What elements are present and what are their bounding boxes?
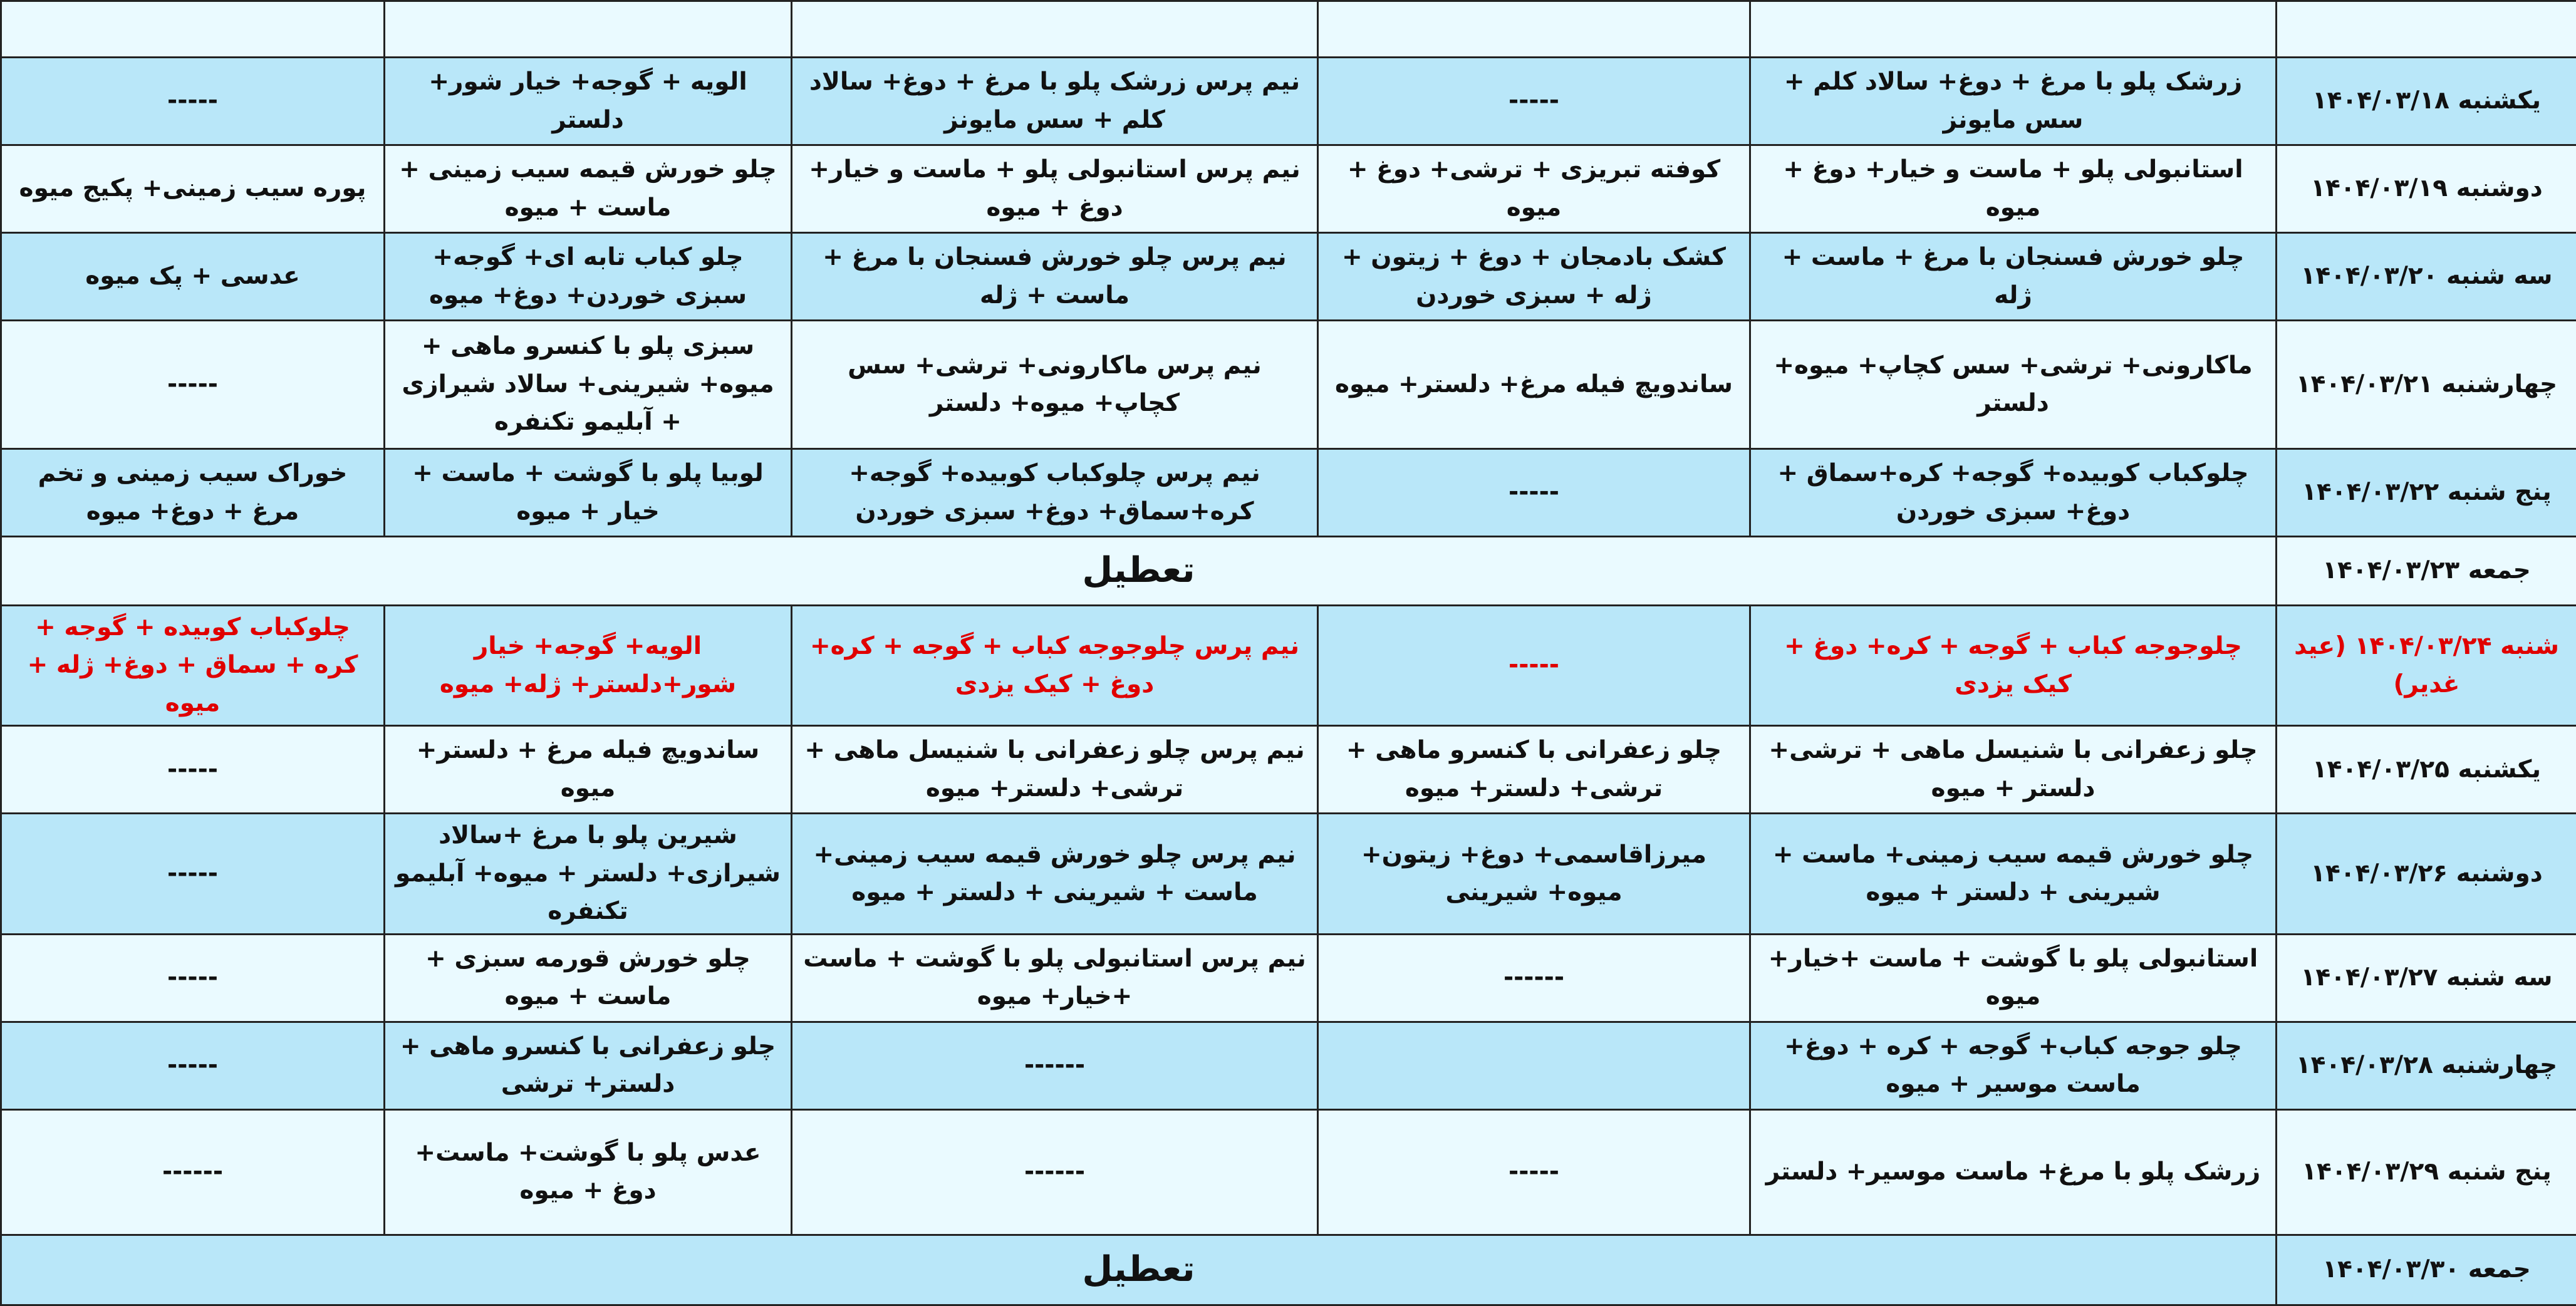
table-row <box>1 449 2576 537</box>
menu-cell: نیم پرس چلو زعفرانی با شنیسل ماهی + ترشی+ دلستر+ میوه <box>792 726 1318 814</box>
date-cell: جمعه ۱۴۰۴/۰۳/۲۳ <box>2277 537 2576 606</box>
date-cell: شنبه ۱۴۰۴/۰۳/۲۴ (عید غدیر) <box>2277 606 2576 726</box>
menu-cell: ماکارونی+ ترشی+ سس کچاپ+ میوه+ دلستر <box>1750 321 2277 449</box>
menu-cell: نیم پرس استانبولی پلو با گوشت + ماست +خیار+ میوه <box>792 934 1318 1022</box>
menu-cell: عدسی + پک میوه <box>1 233 385 321</box>
menu-cell: چلو خورش قیمه سیب زمینی+ ماست + شیرینی + دلستر + میوه <box>1750 814 2277 934</box>
table-row <box>1 233 2576 321</box>
date-cell <box>2277 1 2576 58</box>
date-cell: دوشنبه ۱۴۰۴/۰۳/۲۶ <box>2277 814 2576 934</box>
menu-cell <box>1750 1 2277 58</box>
date-cell: یکشنبه ۱۴۰۴/۰۳/۲۵ <box>2277 726 2576 814</box>
menu-cell: ----- <box>1 814 385 934</box>
menu-cell: پوره سیب زمینی+ پکیج میوه <box>1 145 385 233</box>
menu-cell: ساندویچ فیله مرغ + دلستر+ میوه <box>385 726 792 814</box>
menu-cell: لوبیا پلو با گوشت + ماست + خیار + میوه <box>385 449 792 537</box>
menu-cell: شیرین پلو با مرغ +سالاد شیرازی+ دلستر + میوه+ آبلیمو تکنفره <box>385 814 792 934</box>
holiday-row <box>1 1235 2576 1305</box>
date-cell: سه شنبه ۱۴۰۴/۰۳/۲۰ <box>2277 233 2576 321</box>
header-row <box>1 1 2576 58</box>
table-row <box>1 1109 2576 1235</box>
menu-cell: زرشک پلو با مرغ + دوغ+ سالاد کلم + سس مایونز <box>1750 58 2277 145</box>
holiday-label: تعطیل <box>1 1235 2277 1305</box>
table-row <box>1 726 2576 814</box>
menu-cell: چلوکباب کوبیده+ گوجه+ کره+سماق + دوغ+ سبزی خوردن <box>1750 449 2277 537</box>
date-cell: پنج شنبه ۱۴۰۴/۰۳/۲۹ <box>2277 1109 2576 1235</box>
menu-cell: چلو خورش قیمه سیب زمینی + ماست + میوه <box>385 145 792 233</box>
table-row <box>1 58 2576 145</box>
menu-cell: ------ <box>1 1109 385 1235</box>
menu-cell: خوراک سیب زمینی و تخم مرغ + دوغ+ میوه <box>1 449 385 537</box>
menu-cell: سبزی پلو با کنسرو ماهی + میوه+ شیرینی+ سالاد شیرازی + آبلیمو تکنفره <box>385 321 792 449</box>
menu-cell: الویه+ گوجه+ خیار شور+دلستر+ ژله+ میوه <box>385 606 792 726</box>
table-row <box>1 1022 2576 1109</box>
menu-cell: چلو کباب تابه ای+ گوجه+ سبزی خوردن+ دوغ+ میوه <box>385 233 792 321</box>
menu-cell: نیم پرس چلو خورش فسنجان با مرغ + ماست + ژله <box>792 233 1318 321</box>
holiday-row <box>1 537 2576 606</box>
table-row <box>1 814 2576 934</box>
menu-cell: ----- <box>1 1022 385 1109</box>
menu-cell: زرشک پلو با مرغ+ ماست موسیر+ دلستر <box>1750 1109 2277 1235</box>
menu-cell: نیم پرس چلو خورش قیمه سیب زمینی+ ماست + شیرینی + دلستر + میوه <box>792 814 1318 934</box>
table-row <box>1 606 2576 726</box>
menu-cell: ----- <box>1 321 385 449</box>
date-cell: یکشنبه ۱۴۰۴/۰۳/۱۸ <box>2277 58 2576 145</box>
menu-cell: ----- <box>1318 449 1750 537</box>
holiday-label: تعطیل <box>1 537 2277 606</box>
menu-cell: چلو زعفرانی با کنسرو ماهی + دلستر+ ترشی <box>385 1022 792 1109</box>
menu-cell: الویه + گوجه+ خیار شور+ دلستر <box>385 58 792 145</box>
menu-cell: چلو خورش قورمه سبزی + ماست + میوه <box>385 934 792 1022</box>
menu-cell: نیم پرس زرشک پلو با مرغ + دوغ+ سالاد کلم + سس مایونز <box>792 58 1318 145</box>
menu-cell: ----- <box>1 726 385 814</box>
menu-cell: چلو خورش فسنجان با مرغ + ماست + ژله <box>1750 233 2277 321</box>
menu-cell: ------ <box>792 1109 1318 1235</box>
table-row <box>1 321 2576 449</box>
menu-cell: ------ <box>1318 934 1750 1022</box>
menu-cell <box>385 1 792 58</box>
menu-cell: کوفته تبریزی + ترشی+ دوغ + میوه <box>1318 145 1750 233</box>
menu-cell: نیم پرس ماکارونی+ ترشی+ سس کچاپ+ میوه+ دلستر <box>792 321 1318 449</box>
date-cell: سه شنبه ۱۴۰۴/۰۳/۲۷ <box>2277 934 2576 1022</box>
date-cell: پنج شنبه ۱۴۰۴/۰۳/۲۲ <box>2277 449 2576 537</box>
menu-cell: ----- <box>1318 1109 1750 1235</box>
menu-cell: استانبولی پلو با گوشت + ماست +خیار+ میوه <box>1750 934 2277 1022</box>
table-row <box>1 145 2576 233</box>
menu-cell: ساندویچ فیله مرغ+ دلستر+ میوه <box>1318 321 1750 449</box>
menu-cell: استانبولی پلو + ماست و خیار+ دوغ + میوه <box>1750 145 2277 233</box>
date-cell: جمعه ۱۴۰۴/۰۳/۳۰ <box>2277 1235 2576 1305</box>
date-cell: چهارشنبه ۱۴۰۴/۰۳/۲۱ <box>2277 321 2576 449</box>
menu-cell: چلوجوجه کباب + گوجه + کره+ دوغ + کیک یزدی <box>1750 606 2277 726</box>
menu-cell <box>792 1 1318 58</box>
menu-cell: میرزاقاسمی+ دوغ+ زیتون+ میوه+ شیرینی <box>1318 814 1750 934</box>
menu-cell: چلو زعفرانی با شنیسل ماهی + ترشی+ دلستر + میوه <box>1750 726 2277 814</box>
menu-cell: نیم پرس استانبولی پلو + ماست و خیار+ دوغ + میوه <box>792 145 1318 233</box>
menu-cell: ----- <box>1318 58 1750 145</box>
menu-cell: کشک بادمجان + دوغ + زیتون + ژله + سبزی خوردن <box>1318 233 1750 321</box>
menu-cell: چلوکباب کوبیده + گوجه + کره + سماق + دوغ+ ژله + میوه <box>1 606 385 726</box>
menu-cell: عدس پلو با گوشت+ ماست+ دوغ + میوه <box>385 1109 792 1235</box>
date-cell: دوشنبه ۱۴۰۴/۰۳/۱۹ <box>2277 145 2576 233</box>
menu-cell: نیم پرس چلوکباب کوبیده+ گوجه+ کره+سماق+ دوغ+ سبزی خوردن <box>792 449 1318 537</box>
menu-cell: چلو زعفرانی با کنسرو ماهی + ترشی+ دلستر+ میوه <box>1318 726 1750 814</box>
menu-cell: ----- <box>1 934 385 1022</box>
menu-cell: نیم پرس چلوجوجه کباب + گوجه + کره+ دوغ + کیک یزدی <box>792 606 1318 726</box>
menu-cell: ------ <box>792 1022 1318 1109</box>
menu-cell <box>1318 1022 1750 1109</box>
menu-cell <box>1318 1 1750 58</box>
table-row <box>1 934 2576 1022</box>
menu-cell <box>1 1 385 58</box>
menu-cell: ----- <box>1318 606 1750 726</box>
menu-cell: ----- <box>1 58 385 145</box>
menu-cell: چلو جوجه کباب+ گوجه + کره + دوغ+ ماست موسیر + میوه <box>1750 1022 2277 1109</box>
date-cell: چهارشنبه ۱۴۰۴/۰۳/۲۸ <box>2277 1022 2576 1109</box>
